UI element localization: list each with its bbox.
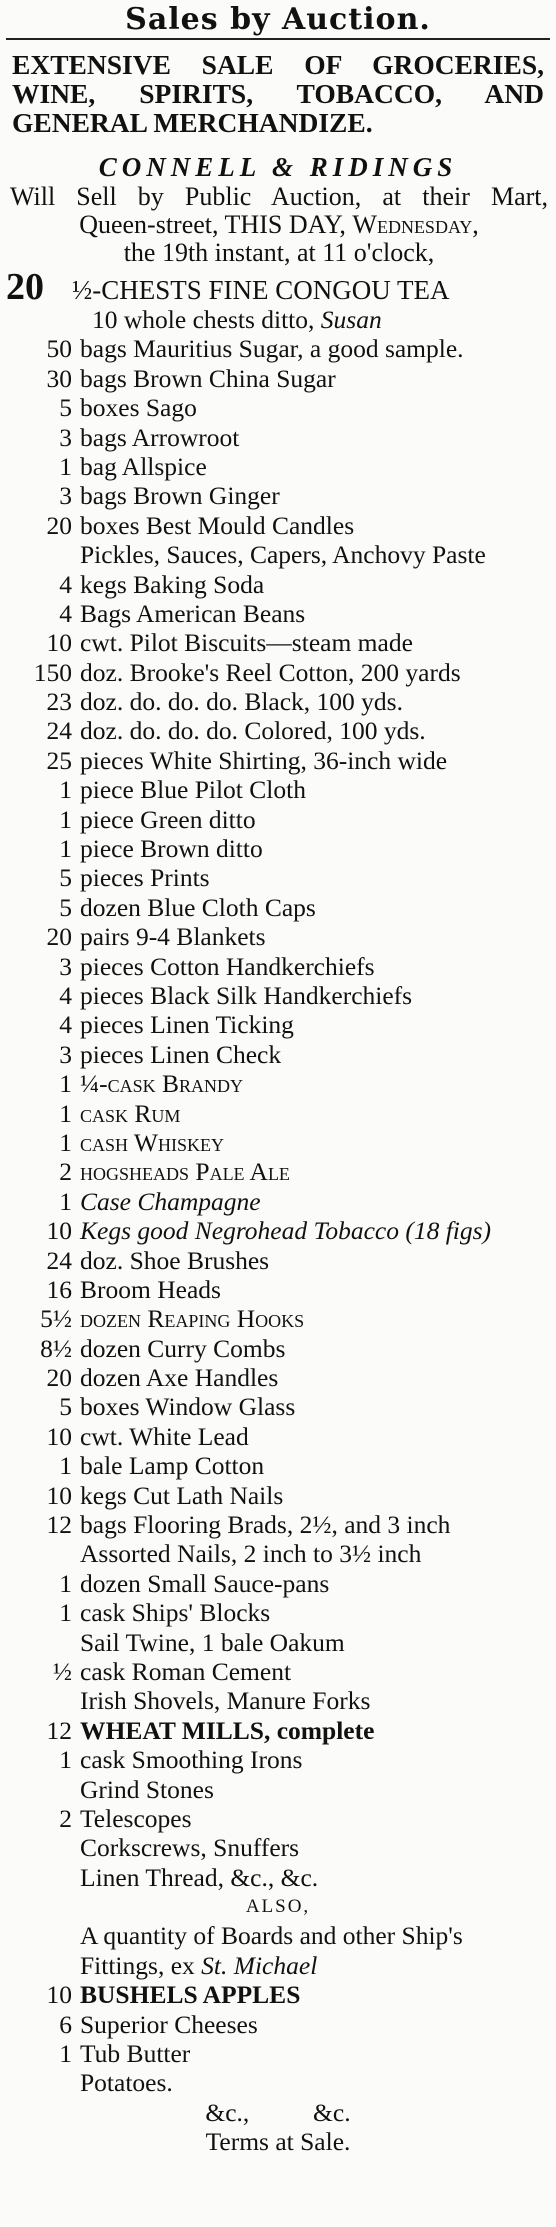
item-description: ½-CHESTS FINE CONGOU TEA bbox=[72, 275, 450, 305]
item-quantity: 3 bbox=[59, 481, 72, 511]
list-item bbox=[0, 1863, 556, 1892]
vessel-name: St. Michael bbox=[201, 1950, 318, 1980]
list-item bbox=[0, 1833, 556, 1862]
item-description: cask Ships' Blocks bbox=[80, 1598, 271, 1628]
list-item bbox=[0, 1069, 556, 1098]
item-quantity: 12 bbox=[46, 1510, 72, 1540]
list-item bbox=[0, 334, 556, 363]
auctioneer-name: CONNELL & RIDINGS bbox=[98, 152, 458, 182]
list-item bbox=[0, 1187, 556, 1216]
item-description: boxes Best Mould Candles bbox=[80, 510, 355, 540]
item-quantity: 1 bbox=[59, 2039, 72, 2069]
item-quantity: 1 bbox=[59, 1186, 72, 1216]
item-description bbox=[0, 305, 382, 334]
item-description: Sail Twine, 1 bale Oakum bbox=[80, 1627, 345, 1657]
item-quantity: 20 bbox=[46, 510, 72, 540]
list-item bbox=[0, 1775, 556, 1804]
list-item bbox=[0, 1481, 556, 1510]
item-quantity: 5½ bbox=[40, 1304, 72, 1334]
item-quantity: 1 bbox=[59, 1451, 72, 1481]
sale-intro bbox=[0, 183, 556, 267]
item-description: Tub Butter bbox=[80, 2039, 191, 2069]
list-item bbox=[0, 628, 556, 657]
list-item bbox=[0, 1216, 556, 1245]
item-description: pieces Prints bbox=[80, 863, 210, 893]
newspaper-advertisement bbox=[0, 2, 556, 2227]
item-quantity: 5 bbox=[59, 1392, 72, 1422]
item-quantity: 12 bbox=[46, 1715, 72, 1745]
item-description: bags Brown China Sugar bbox=[80, 363, 336, 393]
list-item bbox=[0, 1010, 556, 1039]
item-description: cask Roman Cement bbox=[80, 1656, 292, 1686]
list-item bbox=[0, 1569, 556, 1598]
list-item bbox=[0, 1628, 556, 1657]
item-description: Telescopes bbox=[80, 1803, 192, 1833]
list-item bbox=[0, 746, 556, 775]
sale-headline bbox=[0, 40, 556, 137]
list-item bbox=[0, 511, 556, 540]
item-description: BUSHELS APPLES bbox=[80, 1980, 301, 2010]
item-quantity: 2 bbox=[59, 1803, 72, 1833]
also-line bbox=[0, 1892, 556, 1921]
item-quantity: 4 bbox=[59, 569, 72, 599]
list-item bbox=[0, 1040, 556, 1069]
list-item bbox=[0, 1246, 556, 1275]
list-item bbox=[0, 1334, 556, 1363]
item-quantity: 150 bbox=[33, 657, 72, 687]
item-rows bbox=[0, 334, 556, 1892]
item-description: boxes Window Glass bbox=[80, 1392, 296, 1422]
list-item bbox=[0, 481, 556, 510]
list-item bbox=[0, 981, 556, 1010]
item-quantity: 3 bbox=[59, 951, 72, 981]
item-quantity: 1 bbox=[59, 1598, 72, 1628]
list-item bbox=[0, 364, 556, 393]
intro-line: Will Sell by Public Auction, at their Mart, bbox=[10, 182, 548, 211]
list-item bbox=[0, 716, 556, 745]
boards-line bbox=[0, 1921, 556, 1950]
item-quantity: 1 bbox=[59, 1745, 72, 1775]
list-item bbox=[0, 1745, 556, 1774]
list-item bbox=[0, 1275, 556, 1304]
item-description: Bags American Beans bbox=[80, 598, 306, 628]
item-quantity: 24 bbox=[46, 716, 72, 746]
item-description: piece Brown ditto bbox=[80, 834, 263, 864]
item-text: 10 whole chests ditto, bbox=[92, 305, 321, 334]
item-description: cash Whiskey bbox=[80, 1127, 224, 1157]
list-item bbox=[0, 570, 556, 599]
list-item bbox=[0, 775, 556, 804]
item-quantity: 4 bbox=[59, 598, 72, 628]
item-list bbox=[0, 269, 556, 2157]
item-description: bags Mauritius Sugar, a good sample. bbox=[80, 334, 464, 364]
item-quantity: 24 bbox=[46, 1245, 72, 1275]
item-description: pairs 9-4 Blankets bbox=[80, 922, 266, 952]
list-item bbox=[0, 1157, 556, 1186]
item-description: doz. Brooke's Reel Cotton, 200 yards bbox=[80, 657, 461, 687]
item-quantity: 3 bbox=[59, 422, 72, 452]
item-quantity: 20 bbox=[46, 922, 72, 952]
boards-text bbox=[0, 1951, 317, 1980]
list-item bbox=[0, 1598, 556, 1627]
item-description: Corkscrews, Snuffers bbox=[80, 1833, 300, 1863]
item-quantity: 4 bbox=[59, 980, 72, 1010]
list-item bbox=[0, 952, 556, 981]
list-item-sub bbox=[0, 305, 556, 334]
item-description: pieces Black Silk Handkerchiefs bbox=[80, 980, 413, 1010]
list-item bbox=[0, 1128, 556, 1157]
item-description: Case Champagne bbox=[80, 1186, 261, 1216]
list-item bbox=[0, 2010, 556, 2039]
headline-line: WINE, SPIRITS, TOBACCO, AND bbox=[12, 78, 544, 109]
boards-text: A quantity of Boards and other Ship's bbox=[80, 1921, 463, 1951]
item-quantity: 30 bbox=[46, 363, 72, 393]
item-description: Kegs good Negrohead Tobacco (18 figs) bbox=[80, 1216, 492, 1246]
item-quantity: 16 bbox=[46, 1274, 72, 1304]
list-item bbox=[0, 1539, 556, 1568]
item-description: Pickles, Sauces, Capers, Anchovy Paste bbox=[80, 540, 486, 570]
item-description: Superior Cheeses bbox=[80, 2009, 258, 2039]
list-item bbox=[0, 1686, 556, 1715]
boards-fittings: Fittings, ex bbox=[80, 1950, 202, 1980]
list-item bbox=[0, 687, 556, 716]
item-description: bags Arrowroot bbox=[80, 422, 240, 452]
list-item bbox=[0, 1657, 556, 1686]
item-description: piece Green ditto bbox=[80, 804, 256, 834]
list-item bbox=[0, 1304, 556, 1333]
item-quantity: 1 bbox=[59, 1127, 72, 1157]
item-description: Assorted Nails, 2 inch to 3½ inch bbox=[80, 1539, 422, 1569]
item-description: Broom Heads bbox=[80, 1274, 221, 1304]
list-item bbox=[0, 893, 556, 922]
item-quantity: 10 bbox=[46, 1980, 72, 2010]
item-description: ¼-cask Brandy bbox=[80, 1069, 244, 1099]
item-description: dozen Small Sauce-pans bbox=[80, 1568, 330, 1598]
item-description: pieces Cotton Handkerchiefs bbox=[80, 951, 375, 981]
item-quantity: 4 bbox=[59, 1010, 72, 1040]
item-description: dozen Axe Handles bbox=[80, 1363, 279, 1393]
item-quantity: 25 bbox=[46, 745, 72, 775]
section-title: Sales by Auction. bbox=[125, 2, 431, 37]
item-quantity: 1 bbox=[59, 451, 72, 481]
item-quantity: 1 bbox=[59, 834, 72, 864]
intro-location: Queen-street, THIS DAY, bbox=[79, 210, 353, 239]
list-item bbox=[0, 805, 556, 834]
item-description: Linen Thread, &c., &c. bbox=[80, 1862, 319, 1892]
item-description: pieces Linen Check bbox=[80, 1039, 282, 1069]
item-description: bag Allspice bbox=[80, 451, 207, 481]
list-item bbox=[0, 1451, 556, 1480]
list-item bbox=[0, 452, 556, 481]
intro-line: the 19th instant, at 11 o'clock, bbox=[123, 238, 435, 267]
item-description: doz. do. do. do. Black, 100 yds. bbox=[80, 687, 403, 717]
headline-line: EXTENSIVE SALE OF GROCERIES, bbox=[12, 49, 544, 80]
item-description: Grind Stones bbox=[80, 1774, 214, 1804]
item-description: bags Brown Ginger bbox=[80, 481, 280, 511]
item-quantity: 3 bbox=[59, 1039, 72, 1069]
intro-weekday: Wednesday, bbox=[352, 210, 479, 239]
list-item bbox=[0, 1392, 556, 1421]
item-quantity: 10 bbox=[46, 628, 72, 658]
item-description: hogsheads Pale Ale bbox=[80, 1157, 290, 1187]
list-item bbox=[0, 2039, 556, 2068]
list-item bbox=[0, 1422, 556, 1451]
item-description: pieces White Shirting, 36-inch wide bbox=[80, 745, 448, 775]
item-quantity: 1 bbox=[59, 1098, 72, 1128]
item-description: boxes Sago bbox=[80, 393, 197, 423]
list-item bbox=[0, 2068, 556, 2097]
list-item bbox=[0, 423, 556, 452]
list-item bbox=[0, 658, 556, 687]
headline-line: GENERAL MERCHANDIZE. bbox=[12, 107, 373, 138]
item-description: cwt. Pilot Biscuits—steam made bbox=[80, 628, 413, 658]
item-description: kegs Cut Lath Nails bbox=[80, 1480, 284, 1510]
item-quantity: 2 bbox=[59, 1157, 72, 1187]
item-quantity: ½ bbox=[52, 1656, 72, 1686]
item-quantity: 5 bbox=[59, 863, 72, 893]
list-item bbox=[0, 1510, 556, 1539]
item-description: cask Rum bbox=[80, 1098, 181, 1128]
list-item-lead bbox=[0, 269, 556, 305]
item-quantity: 1 bbox=[59, 1568, 72, 1598]
item-description: bale Lamp Cotton bbox=[80, 1451, 265, 1481]
item-description: Potatoes. bbox=[80, 2068, 173, 2098]
list-item bbox=[0, 863, 556, 892]
item-description: dozen Curry Combs bbox=[80, 1333, 286, 1363]
item-quantity: 20 bbox=[6, 269, 44, 305]
item-quantity: 8½ bbox=[40, 1333, 72, 1363]
boards-line bbox=[0, 1951, 556, 1980]
item-description: dozen Reaping Hooks bbox=[80, 1304, 305, 1334]
item-quantity: 1 bbox=[59, 1069, 72, 1099]
list-item bbox=[0, 1099, 556, 1128]
item-description: Irish Shovels, Manure Forks bbox=[80, 1686, 371, 1716]
item-quantity: 23 bbox=[46, 687, 72, 717]
item-rows-2 bbox=[0, 1980, 556, 2098]
item-quantity: 5 bbox=[59, 892, 72, 922]
also-label: ALSO, bbox=[245, 1896, 311, 1918]
item-quantity: 1 bbox=[59, 804, 72, 834]
item-quantity: 1 bbox=[59, 775, 72, 805]
item-description: kegs Baking Soda bbox=[80, 569, 265, 599]
list-item bbox=[0, 834, 556, 863]
list-item bbox=[0, 922, 556, 951]
list-item bbox=[0, 393, 556, 422]
item-description: dozen Blue Cloth Caps bbox=[80, 892, 316, 922]
terms-line bbox=[0, 2127, 556, 2156]
item-quantity: 10 bbox=[46, 1480, 72, 1510]
list-item bbox=[0, 1804, 556, 1833]
intro-line bbox=[10, 211, 548, 239]
terms-text: Terms at Sale. bbox=[205, 2127, 351, 2157]
etc-text: &c., &c. bbox=[205, 2097, 351, 2127]
list-item bbox=[0, 1363, 556, 1392]
item-quantity: 10 bbox=[46, 1421, 72, 1451]
list-item bbox=[0, 1716, 556, 1745]
item-description: cask Smoothing Irons bbox=[80, 1745, 303, 1775]
item-description: pieces Linen Ticking bbox=[80, 1010, 294, 1040]
item-quantity: 6 bbox=[59, 2009, 72, 2039]
item-quantity: 50 bbox=[46, 334, 72, 364]
item-description: bags Flooring Brads, 2½, and 3 inch bbox=[80, 1510, 451, 1540]
item-description: cwt. White Lead bbox=[80, 1421, 249, 1451]
item-quantity: 5 bbox=[59, 393, 72, 423]
item-description: doz. do. do. do. Colored, 100 yds. bbox=[80, 716, 426, 746]
vessel-name: Susan bbox=[320, 305, 382, 334]
item-quantity: 20 bbox=[46, 1363, 72, 1393]
item-description: WHEAT MILLS, complete bbox=[80, 1715, 375, 1745]
item-description: piece Blue Pilot Cloth bbox=[80, 775, 306, 805]
list-item bbox=[0, 1980, 556, 2009]
list-item bbox=[0, 599, 556, 628]
list-item bbox=[0, 540, 556, 569]
item-description: doz. Shoe Brushes bbox=[80, 1245, 270, 1275]
etc-line bbox=[0, 2098, 556, 2127]
item-quantity: 10 bbox=[46, 1216, 72, 1246]
